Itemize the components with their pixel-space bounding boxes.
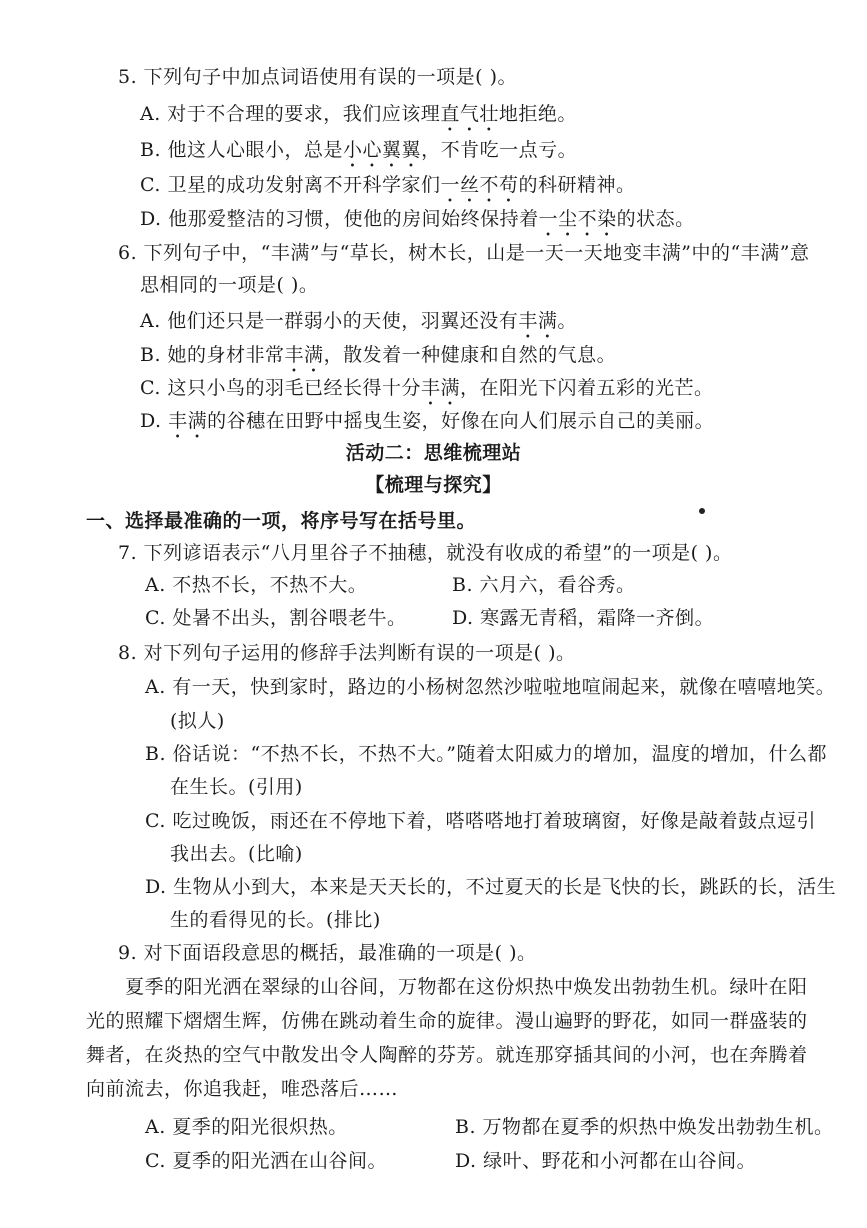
q6-stem-line2: 思相同的一项是( )。 (140, 274, 319, 296)
q5-option-a[interactable]: A. 对于不合理的要求，我们应该理直气壮地拒绝。 (140, 103, 577, 125)
q7-option-c[interactable]: C. 处暑不出头，割谷喂老牛。 (145, 607, 407, 629)
q8-option-c-line1[interactable]: C. 吃过晚饭，雨还在不停地下着，嗒嗒嗒地打着玻璃窗，好像是敲着鼓点逗引 (145, 810, 816, 832)
q8-option-a-line2: (拟人) (170, 710, 225, 732)
q6-option-b[interactable]: B. 她的身材非常丰满，散发着一种健康和自然的气息。 (140, 344, 617, 366)
q7-option-b[interactable]: B. 六月六，看谷秀。 (452, 574, 636, 596)
q8-option-c-line2: 我出去。(比喻) (170, 843, 303, 865)
q7-option-a[interactable]: A. 不热不长，不热不大。 (145, 574, 368, 596)
q9-option-b[interactable]: B. 万物都在夏季的炽热中焕发出勃勃生机。 (455, 1116, 834, 1138)
q9-option-d[interactable]: D. 绿叶、野花和小河都在山谷间。 (455, 1150, 757, 1172)
q8-option-d-line2: 生的看得见的长。(排比) (170, 909, 381, 931)
q7-stem: 7. 下列谚语表示“八月里谷子不抽穗，就没有收成的希望”的一项是( )。 (118, 542, 733, 564)
q6-option-a[interactable]: A. 他们还只是一群弱小的天使，羽翼还没有丰满。 (140, 310, 577, 332)
q8-option-a-line1[interactable]: A. 有一天，快到家时，路边的小杨树忽然沙啦啦地喧闹起来，就像在嘻嘻地笑。 (145, 676, 836, 698)
q9-stem: 9. 对下面语段意思的概括，最准确的一项是( )。 (118, 942, 537, 964)
q6-option-d[interactable]: D. 丰满的谷穗在田野中摇曳生姿，好像在向人们展示自己的美丽。 (140, 410, 715, 432)
dotted-term: 丰满 (518, 310, 558, 332)
q9-option-a[interactable]: A. 夏季的阳光很炽热。 (145, 1116, 348, 1138)
dotted-term: 小心翼翼 (343, 139, 422, 161)
q9-passage-line3: 舞者，在炎热的空气中散发出令人陶醉的芬芳。就连那穿插其间的小河，也在奔腾着 (86, 1044, 808, 1066)
q9-option-c[interactable]: C. 夏季的阳光洒在山谷间。 (145, 1150, 387, 1172)
q9-passage-line1: 夏季的阳光洒在翠绿的山谷间，万物都在这份炽热中焕发出勃勃生机。绿叶在阳 (125, 976, 808, 998)
dotted-term: 一尘不染 (538, 208, 617, 230)
q8-stem: 8. 对下列句子运用的修辞手法判断有误的一项是( )。 (118, 642, 576, 664)
section-instruction: 一、选择最准确的一项，将序号写在括号里。 (86, 510, 477, 532)
dotted-term: 丰满 (284, 344, 324, 366)
q8-option-b-line1[interactable]: B. 俗话说：“不热不长，不热不大。”随着太阳威力的增加，温度的增加，什么都 (145, 743, 827, 765)
dotted-term: 直气壮 (440, 103, 499, 125)
q6-stem-line1: 6. 下列句子中，“丰满”与“草长，树木长，山是一天一天地变丰满”中的“丰满”意 (118, 242, 810, 264)
q6-option-c[interactable]: C. 这只小鸟的羽毛已经长得十分丰满，在阳光下闪着五彩的光芒。 (140, 377, 714, 399)
q5-option-b[interactable]: B. 他这人心眼小，总是小心翼翼，不肯吃一点亏。 (140, 139, 578, 161)
dotted-term: 丰满 (168, 410, 208, 432)
section-title: 活动二：思维梳理站 (345, 442, 522, 464)
q8-option-d-line1[interactable]: D. 生物从小到大，本来是天天长的，不过夏天的长是飞快的长，跳跃的长，活生 (145, 876, 837, 898)
q5-option-d[interactable]: D. 他那爱整洁的习惯，使他的房间始终保持着一尘不染的状态。 (140, 208, 695, 230)
q7-option-d[interactable]: D. 寒露无青稻，霜降一齐倒。 (452, 607, 715, 629)
dotted-term: 丰满 (420, 377, 460, 399)
q5-option-c[interactable]: C. 卫星的成功发射离不开科学家们一丝不苟的科研精神。 (140, 174, 636, 196)
q9-passage-line4: 向前流去，你追我赶，唯恐落后…… (86, 1078, 399, 1100)
q5-stem: 5. 下列句子中加点词语使用有误的一项是( )。 (118, 66, 518, 88)
q8-option-b-line2: 在生长。(引用) (170, 776, 303, 798)
q9-passage-line2: 光的照耀下熠熠生辉，仿佛在跳动着生命的旋律。漫山遍野的野花，如同一群盛装的 (86, 1010, 808, 1032)
scan-speck (699, 508, 705, 514)
dotted-term: 一丝不苟 (440, 174, 519, 196)
section-subtitle: 【梳理与探究】 (365, 474, 502, 496)
